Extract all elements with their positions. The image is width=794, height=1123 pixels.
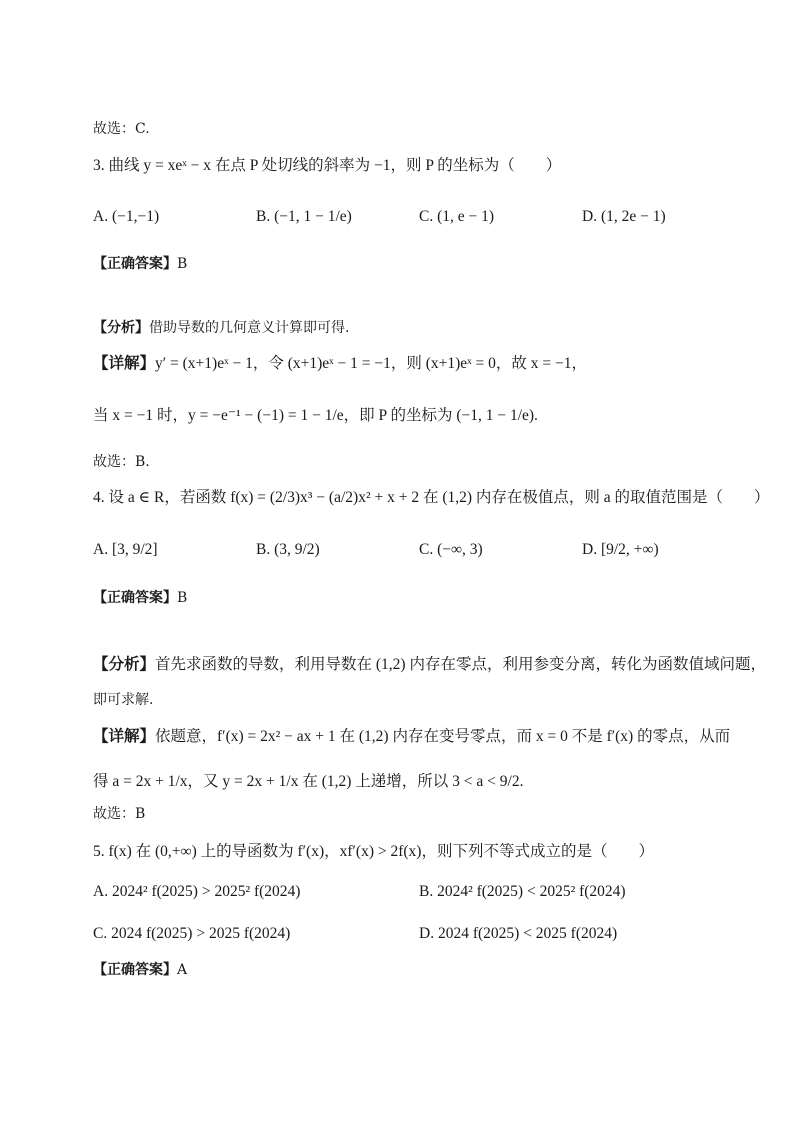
option-5c: C. 2024 f(2025) > 2025 f(2024) <box>93 925 291 942</box>
conclusion-line: 故选：C. <box>93 121 150 137</box>
answer-5 <box>93 960 187 980</box>
option-3a: A. (−1,−1) <box>93 208 160 225</box>
option-5b: B. 2024² f(2025) < 2025² f(2024) <box>419 883 626 900</box>
answer-value: B <box>177 590 188 606</box>
option-5a: A. 2024² f(2025) > 2025² f(2024) <box>93 883 301 900</box>
detail-3-line-2: 当 x = −1 时，y = −e⁻¹ − (−1) = 1 − 1/e，即 P 的坐标为 (−1, 1 − 1/e). <box>93 407 538 424</box>
option-4b: B. (3, 9/2) <box>256 541 320 558</box>
detail-text: y′ = (x+1)eˣ − 1，令 (x+1)eˣ − 1 = −1，则 (x+1)eˣ = 0，故 x = −1， <box>155 355 587 372</box>
analysis-3 <box>93 318 349 338</box>
analysis-label: 【分析】 <box>93 656 156 673</box>
option-5d: D. 2024 f(2025) < 2025 f(2024) <box>419 925 618 942</box>
option-3d: D. (1, 2e − 1) <box>582 208 666 225</box>
option-4c: C. (−∞, 3) <box>419 541 483 558</box>
answer-label: 【正确答案】 <box>93 256 177 272</box>
analysis-text: 借助导数的几何意义计算即可得. <box>149 320 350 336</box>
conclusion-4: 故选：B <box>93 806 146 822</box>
detail-label: 【详解】 <box>93 355 156 372</box>
option-4a: A. [3, 9/2] <box>93 541 158 558</box>
question-3: 3. 曲线 y = xeˣ − x 在点 P 处切线的斜率为 −1，则 P 的坐标为（ ） <box>93 157 562 174</box>
option-3c: C. (1, e − 1) <box>419 208 495 225</box>
detail-label: 【详解】 <box>93 728 156 745</box>
answer-value: A <box>177 962 188 978</box>
answer-label: 【正确答案】 <box>93 590 177 606</box>
detail-4-line-1 <box>93 727 730 747</box>
answer-label: 【正确答案】 <box>93 962 177 978</box>
analysis-4-line-2: 即可求解. <box>93 692 154 708</box>
detail-4-line-2: 得 a = 2x + 1/x，又 y = 2x + 1/x 在 (1,2) 上递增，所以 3 < a < 9/2. <box>93 773 524 790</box>
answer-3 <box>93 254 187 274</box>
answer-4 <box>93 588 187 608</box>
conclusion-3: 故选：B. <box>93 454 150 470</box>
detail-text: 依题意，f′(x) = 2x² − ax + 1 在 (1,2) 内存在变号零点，而 x = 0 不是 f′(x) 的零点，从而 <box>155 728 731 745</box>
option-4d: D. [9/2, +∞) <box>582 541 659 558</box>
analysis-4-line-1 <box>93 655 766 675</box>
detail-3-line-1 <box>93 354 587 374</box>
answer-value: B <box>177 256 188 272</box>
analysis-label: 【分析】 <box>93 320 149 336</box>
option-3b: B. (−1, 1 − 1/e) <box>256 208 352 225</box>
question-4: 4. 设 a ∈ R，若函数 f(x) = (2/3)x³ − (a/2)x² + x + 2 在 (1,2) 内存在极值点，则 a 的取值范围是（ ） <box>93 489 770 506</box>
analysis-text: 首先求函数的导数，利用导数在 (1,2) 内存在零点，利用参变分离，转化为函数值域问题， <box>155 656 766 673</box>
question-5: 5. f(x) 在 (0,+∞) 上的导函数为 f′(x)，xf′(x) > 2f(x)，则下列不等式成立的是（ ） <box>93 843 654 860</box>
